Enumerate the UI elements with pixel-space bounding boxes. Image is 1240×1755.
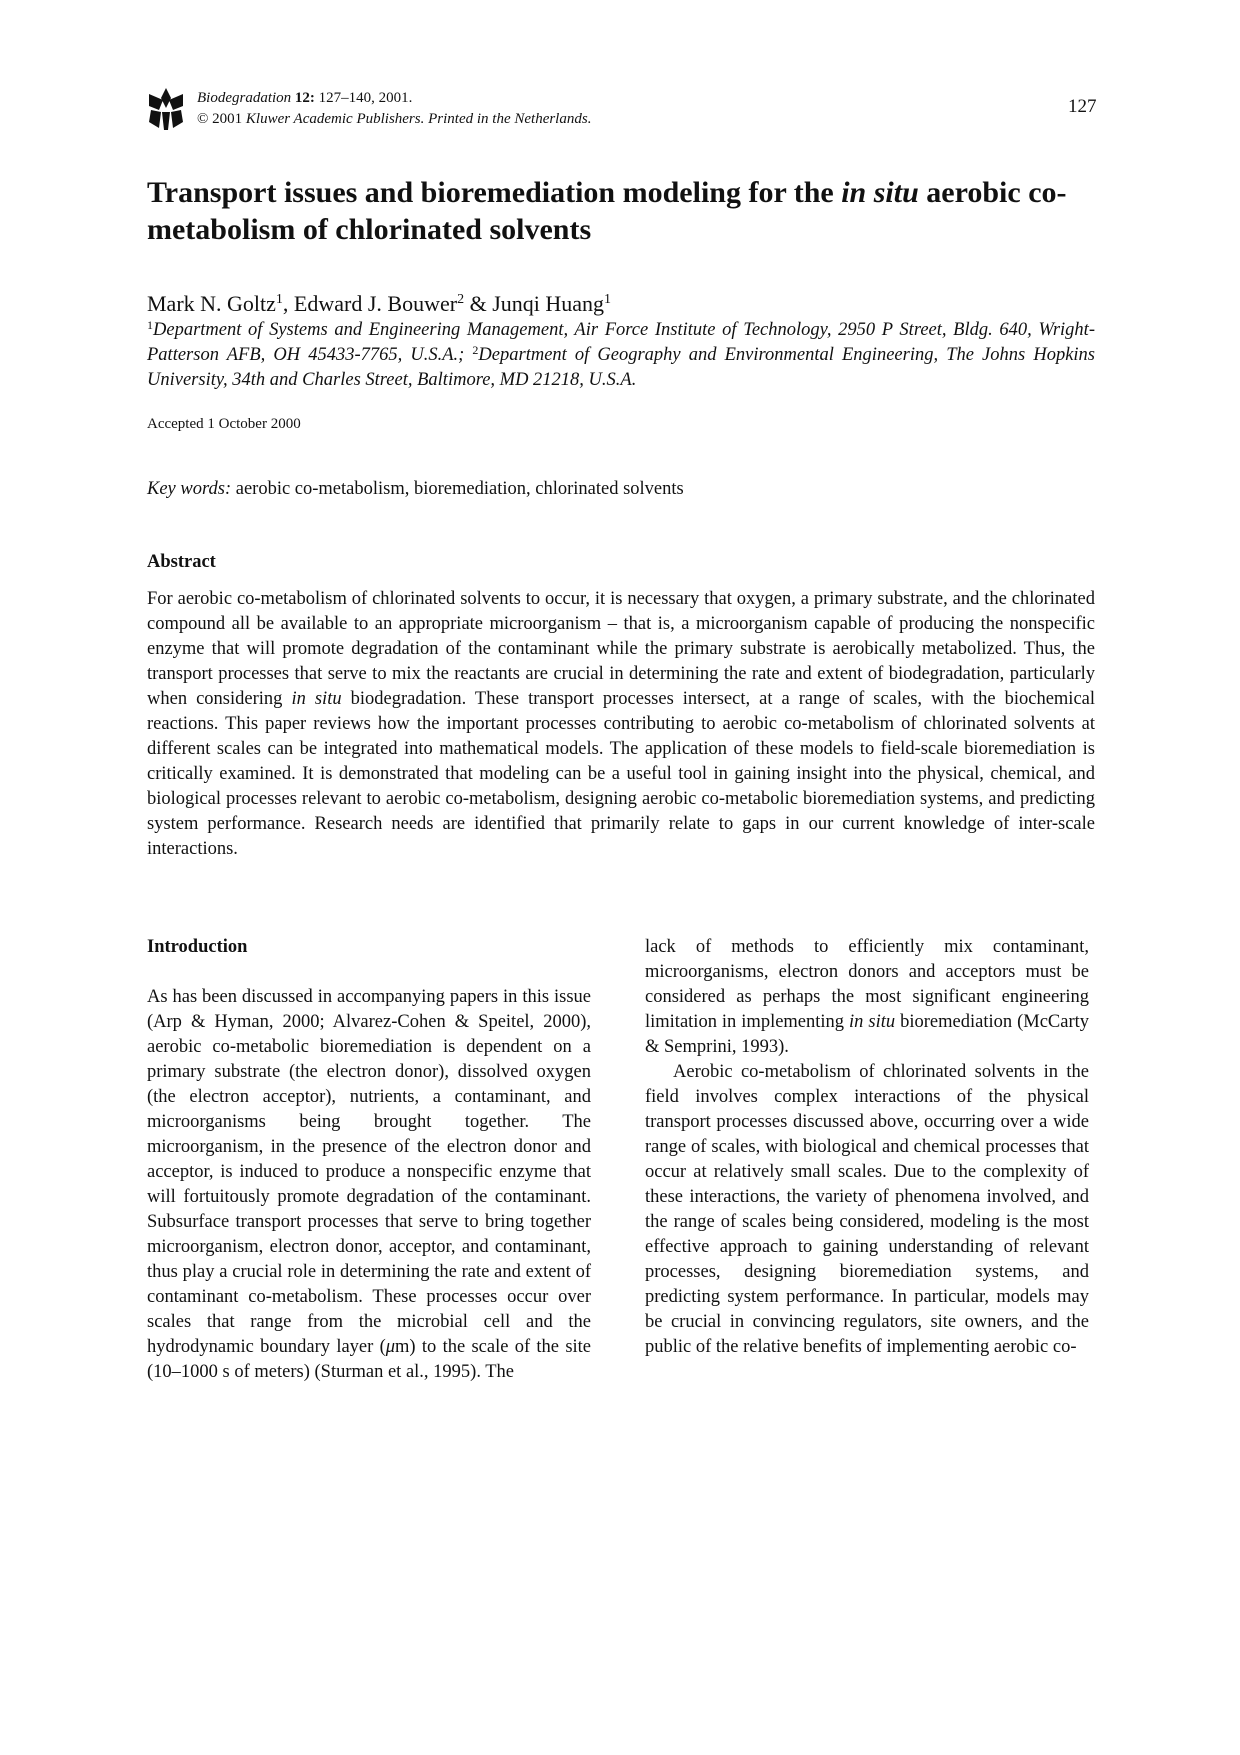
affil-1-text: Department of Systems and Engineering Management, Air Force Institute of Technology, 2950 P Street, Bldg. 640, Wright-Patterson AFB, OH 45433-7765, U.S.A.; [147,320,1095,365]
affiliations [147,318,1095,393]
right-column [645,935,1089,1360]
title-part-2: aerobic co-metabolism of chlorinated solvents [147,176,1067,246]
keywords-label: Key words: [147,479,232,499]
mu-symbol: μ [385,1337,396,1357]
intro-right-text-1b: bioremediation (McCarty & Semprini, 1993). [645,1012,1090,1057]
affil-2-marker: 2 [472,343,479,357]
author-sep-2: & [464,291,493,316]
title-italic: in situ [841,176,919,209]
journal-line-1 [197,88,591,109]
journal-volume: 12: [294,90,315,106]
keywords-text: aerobic co-metabolism, bioremediation, chlorinated solvents [235,479,684,499]
abstract-body [147,587,1095,862]
author-3: Junqi Huang [492,291,605,316]
keywords [147,479,684,500]
abstract-heading: Abstract [147,552,216,572]
introduction-heading: Introduction [147,937,248,957]
intro-right-text-1a: lack of methods to efficiently mix contaminant, microorganisms, electron donors and acceptors must be considered as perhaps the most significant engineering limitation in implementing [645,937,1089,1032]
publisher-logo-icon [147,86,185,132]
accepted-date: Accepted 1 October 2000 [147,416,301,432]
abstract-text-2: biodegradation. These transport processes intersect, at a range of scales, with the biochemical reactions. This paper reviews how the important processes contributing to aerobic co-metabolism of chlorinated solvents at different scales can be integrated into mathematical models. The application of these models to field-scale bioremediation is critically examined. It is demonstrated that modeling can be a useful tool in gaining insight into the physical, chemical, and biological processes relevant to aerobic co-metabolism, designing aerobic co-metabolic bioremediation systems, and predicting system performance. Research needs are identified that primarily relate to gaps in our current knowledge of inter-scale interactions. [147,689,1096,859]
page-number: 127 [1068,96,1097,117]
paper-title [147,174,1107,248]
intro-right-italic: in situ [849,1012,896,1032]
intro-text-1b: m) to the scale of the site (10–1000 s of meters) (Sturman et al., 1995). The [147,1337,592,1382]
author-3-affil: 1 [604,292,612,307]
author-sep-1: , [282,291,294,316]
intro-paragraph-1-cont [645,935,1089,1060]
author-2-affil: 2 [457,292,465,307]
abstract-italic: in situ [291,689,342,709]
journal-citation [197,88,591,130]
publisher-name: Kluwer Academic Publishers. [245,111,425,127]
intro-text-1a: As has been discussed in accompanying papers in this issue (Arp & Hyman, 2000; Alvarez-Cohen & Speitel, 2000), aerobic co-metabolic bioremediation is dependent on a primary substrate (the electron donor), dissolved oxygen (the electron acceptor), nutrients, a contaminant, and microorganisms being brought together. The microorganism, in the presence of the electron donor and acceptor, is induced to produce a nonspecific enzyme that will fortuitously promote degradation of the contaminant. Subsurface transport processes that serve to bring together microorganism, electron donor, acceptor, and contaminant, thus play a crucial role in determining the rate and extent of contaminant co-metabolism. These processes occur over scales that range from the microbial cell and the hydrodynamic boundary layer ( [147,987,591,1357]
affil-1-marker: 1 [147,318,153,332]
abstract-text-1: For aerobic co-metabolism of chlorinated solvents to occur, it is necessary that oxygen, a primary substrate, and the chlorinated compound all be available to an appropriate microorganism – that is, a microorganism capable of producing the nonspecific enzyme that will promote degradation of the contaminant while the primary substrate is aerobically metabolized. Thus, the transport processes that serve to mix the reactants are crucial in determining the rate and extent of biodegradation, particularly when considering [147,589,1095,709]
printed-note: Printed in the Netherlands. [428,111,592,127]
author-1-affil: 1 [275,292,283,307]
copyright-prefix: © 2001 [197,111,243,127]
intro-paragraph-1 [147,985,591,1385]
author-1: Mark N. Goltz [147,291,276,316]
journal-pages: 127–140, 2001. [318,90,413,106]
left-column [147,935,591,1385]
author-list [147,290,611,318]
journal-line-2 [197,109,591,130]
journal-name: Biodegradation [197,90,292,106]
intro-paragraph-2: Aerobic co-metabolism of chlorinated solvents in the field involves complex interactions of the physical transport processes discussed above, occurring over a wide range of scales, with biological and chemical processes that occur at relatively small scales. Due to the complexity of these interactions, the variety of phenomena involved, and the range of scales being considered, modeling is the most effective approach to gaining understanding of relevant processes, designing bioremediation systems, and predicting system performance. In particular, models may be crucial in convincing regulators, site owners, and the public of the relative benefits of implementing aerobic co- [645,1062,1089,1357]
author-2: Edward J. Bouwer [293,291,458,316]
title-part-1: Transport issues and bioremediation modeling for the [147,176,834,209]
affil-2-text: Department of Geography and Environmental Engineering, The Johns Hopkins University, 34th and Charles Street, Baltimore, MD 21218, U.S.A. [147,345,1095,390]
